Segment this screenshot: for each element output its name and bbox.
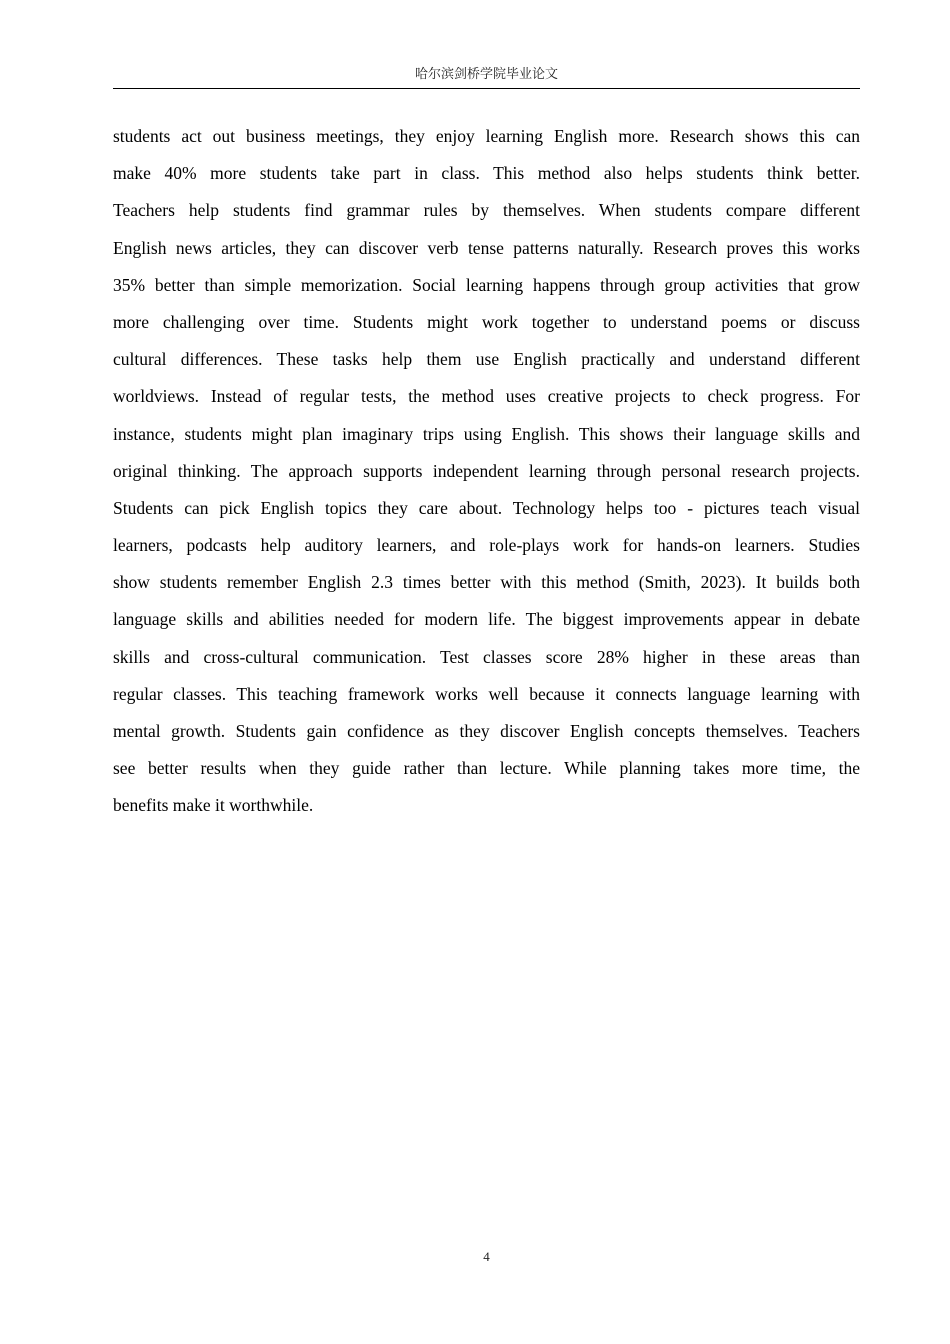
body-line: worldviews. Instead of regular tests, the method uses creative projects to check progress. For bbox=[113, 386, 860, 407]
body-line: see better results when they guide rather than lecture. While planning takes more time, the bbox=[113, 758, 860, 779]
body-paragraph bbox=[113, 118, 860, 825]
body-line: cultural differences. These tasks help them use English practically and understand different bbox=[113, 349, 860, 370]
body-line: show students remember English 2.3 times better with this method (Smith, 2023). It builds both bbox=[113, 572, 860, 593]
body-line: language skills and abilities needed for modern life. The biggest improvements appear in debate bbox=[113, 609, 860, 630]
body-line: more challenging over time. Students might work together to understand poems or discuss bbox=[113, 311, 860, 332]
body-line: instance, students might plan imaginary trips using English. This shows their language skills and bbox=[113, 423, 860, 444]
body-line: Students can pick English topics they care about. Technology helps too - pictures teach visual bbox=[113, 497, 860, 518]
body-line: skills and cross-cultural communication. Test classes score 28% higher in these areas than bbox=[113, 646, 860, 667]
body-line: regular classes. This teaching framework works well because it connects language learning with bbox=[113, 683, 860, 704]
body-line: students act out business meetings, they enjoy learning English more. Research shows this can bbox=[113, 126, 860, 146]
body-line: learners, podcasts help auditory learners, and role-plays work for hands-on learners. Studies bbox=[113, 535, 860, 556]
body-line: original thinking. The approach supports independent learning through personal research projects. bbox=[113, 460, 860, 481]
body-line: benefits make it worthwhile. bbox=[113, 795, 314, 816]
body-line: English news articles, they can discover verb tense patterns naturally. Research proves this works bbox=[113, 237, 860, 258]
page-number: 4 bbox=[483, 1249, 490, 1264]
body-line: Teachers help students find grammar rules by themselves. When students compare different bbox=[113, 200, 860, 221]
body-line: mental growth. Students gain confidence as they discover English concepts themselves. Teachers bbox=[113, 721, 860, 741]
body-line: make 40% more students take part in class. This method also helps students think better. bbox=[113, 163, 860, 184]
header-rule bbox=[113, 88, 860, 89]
running-header: 哈尔滨剑桥学院毕业论文 bbox=[414, 67, 558, 82]
body-line: 35% better than simple memorization. Social learning happens through group activities that grow bbox=[113, 274, 860, 295]
